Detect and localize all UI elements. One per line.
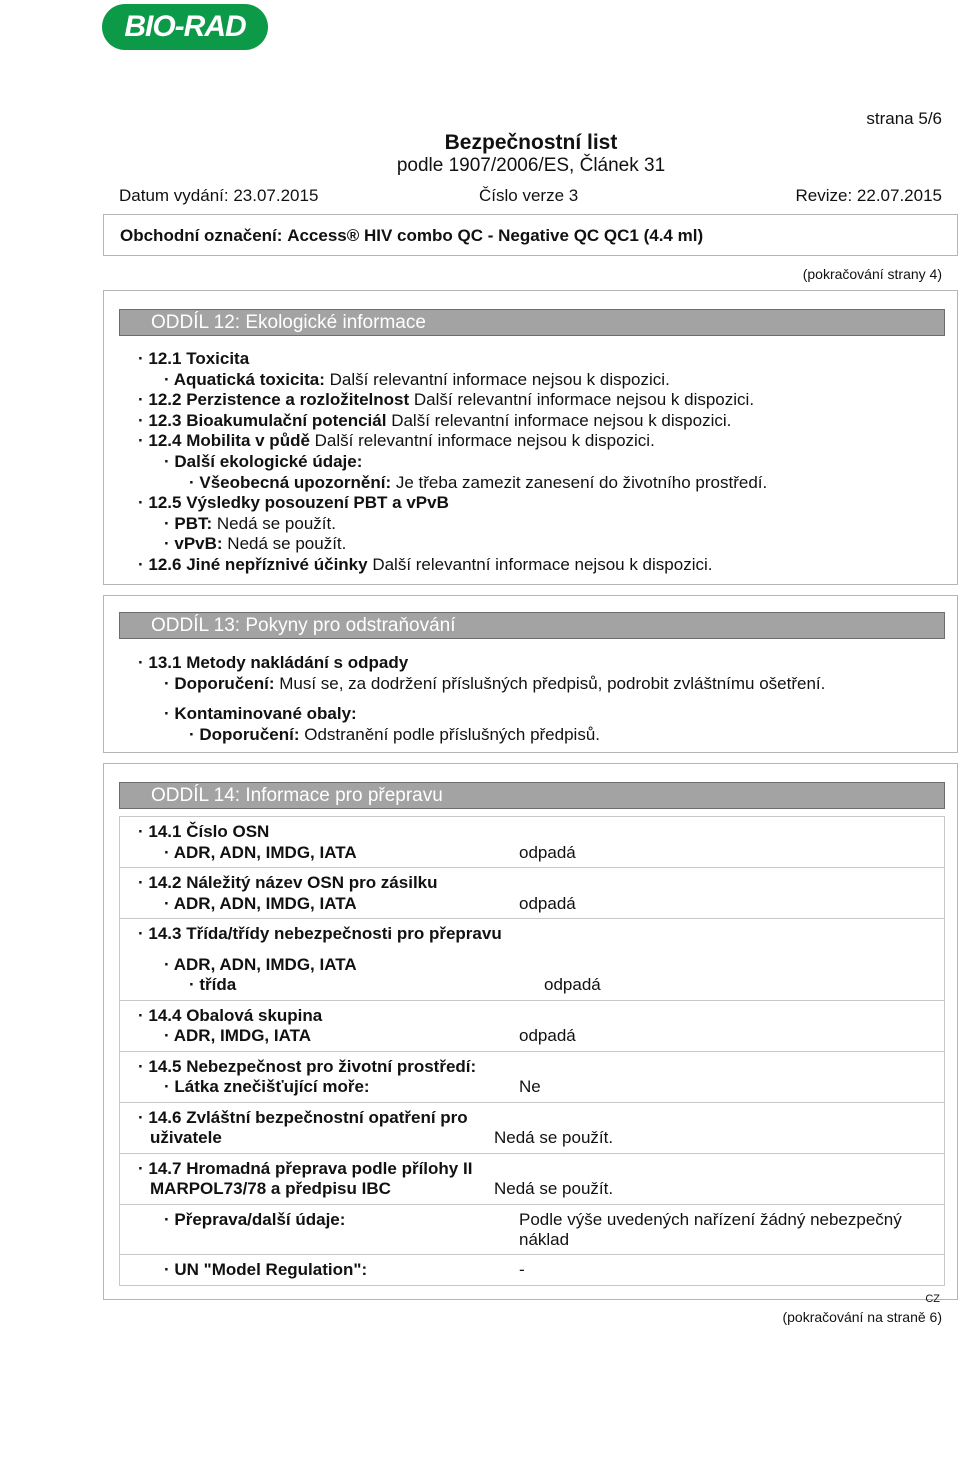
un-model-regulation-value: - bbox=[519, 1260, 525, 1279]
logo-text: BIO-RAD bbox=[124, 10, 246, 43]
shipping-name-value: odpadá bbox=[519, 894, 576, 913]
shipping-name-label: · ADR, ADN, IMDG, IATA bbox=[164, 894, 357, 913]
bulk-transport-heading-2: MARPOL73/78 a předpisu IBC bbox=[150, 1179, 391, 1198]
aquatic-toxicity: · Aquatická toxicita: Další relevantní informace nejsou k dispozici. bbox=[164, 370, 670, 389]
section-13 bbox=[103, 595, 958, 753]
packaging-recommendation: · Doporučení: Odstranění podle příslušných předpisů. bbox=[189, 725, 601, 744]
waste-methods-heading: · 13.1 Metody nakládání s odpady bbox=[138, 653, 409, 672]
pbt-value: · PBT: Nedá se použít. bbox=[164, 514, 336, 533]
soil-mobility: · 12.4 Mobilita v půdě Další relevantní informace nejsou k dispozici. bbox=[138, 431, 655, 450]
marine-pollutant-label: · Látka znečišťující moře: bbox=[164, 1077, 370, 1096]
document-subtitle: podle 1907/2006/ES, Článek 31 bbox=[396, 155, 666, 176]
transport-info-value-2: náklad bbox=[519, 1230, 570, 1249]
document-title: Bezpečnostní list bbox=[444, 131, 618, 154]
table-line bbox=[119, 1102, 945, 1103]
special-precautions-value: Nedá se použít. bbox=[494, 1128, 614, 1147]
table-line bbox=[119, 918, 945, 919]
version-number: Číslo verze 3 bbox=[479, 186, 579, 205]
pbt-heading: · 12.5 Výsledky posouzení PBT a vPvB bbox=[138, 493, 449, 512]
bulk-transport-value: Nedá se použít. bbox=[494, 1179, 614, 1198]
hazard-class-label: · ADR, ADN, IMDG, IATA bbox=[164, 955, 357, 974]
continued-to: (pokračování na straně 6) bbox=[782, 1309, 942, 1325]
bio-rad-logo bbox=[102, 4, 268, 50]
un-number-heading: · 14.1 Číslo OSN bbox=[138, 822, 270, 841]
bioaccumulation: · 12.3 Bioakumulační potenciál Další relevantní informace nejsou k dispozici. bbox=[138, 411, 732, 430]
section-14-heading: ODDÍL 14: Informace pro přepravu bbox=[119, 782, 945, 809]
section-13-heading: ODDÍL 13: Pokyny pro odstraňování bbox=[119, 612, 945, 639]
bulk-transport-heading: · 14.7 Hromadná přeprava podle přílohy II bbox=[138, 1159, 473, 1178]
transport-info-value: Podle výše uvedených nařízení žádný nebezpečný bbox=[519, 1210, 902, 1229]
contaminated-packaging-heading: · Kontaminované obaly: bbox=[164, 704, 357, 723]
revision-date: Revize: 22.07.2015 bbox=[795, 186, 942, 205]
section-14 bbox=[103, 763, 958, 1300]
hazard-class-value: odpadá bbox=[544, 975, 601, 994]
continued-from: (pokračování strany 4) bbox=[802, 266, 942, 282]
table-line bbox=[119, 867, 945, 868]
table-line bbox=[119, 1000, 945, 1001]
table-line bbox=[119, 816, 945, 817]
trade-name: Obchodní označení: Access® HIV combo QC - Negative QC QC1 (4.4 ml) bbox=[120, 226, 704, 245]
table-line bbox=[119, 1285, 945, 1286]
section-12-heading: ODDÍL 12: Ekologické informace bbox=[119, 309, 945, 336]
un-model-regulation-label: · UN "Model Regulation": bbox=[164, 1260, 368, 1279]
toxicity-heading: · 12.1 Toxicita bbox=[138, 349, 250, 368]
adverse-effects: · 12.6 Jiné nepříznivé účinky Další relevantní informace nejsou k dispozici. bbox=[138, 555, 713, 574]
table-line bbox=[119, 1051, 945, 1052]
shipping-name-heading: · 14.2 Náležitý název OSN pro zásilku bbox=[138, 873, 438, 892]
hazard-class-sub: · třída bbox=[189, 975, 237, 994]
persistence: · 12.2 Perzistence a rozložitelnost Další relevantní informace nejsou k dispozici. bbox=[138, 390, 755, 409]
vpvb-value: · vPvB: Nedá se použít. bbox=[164, 534, 347, 553]
hazard-class-heading: · 14.3 Třída/třídy nebezpečnosti pro přepravu bbox=[138, 924, 502, 943]
un-number-value: odpadá bbox=[519, 843, 576, 862]
table-line bbox=[119, 1153, 945, 1154]
page-number: strana 5/6 bbox=[866, 109, 942, 128]
trade-name-box bbox=[103, 214, 958, 256]
language-code: CZ bbox=[925, 1293, 940, 1305]
environmental-hazard-heading: · 14.5 Nebezpečnost pro životní prostředí: bbox=[138, 1057, 477, 1076]
packing-group-label: · ADR, IMDG, IATA bbox=[164, 1026, 311, 1045]
un-number-label: · ADR, ADN, IMDG, IATA bbox=[164, 843, 357, 862]
packing-group-heading: · 14.4 Obalová skupina bbox=[138, 1006, 323, 1025]
other-eco-heading: · Další ekologické údaje: bbox=[164, 452, 363, 471]
issue-date: Datum vydání: 23.07.2015 bbox=[119, 186, 319, 205]
transport-info-label: · Přeprava/další údaje: bbox=[164, 1210, 346, 1229]
table-line bbox=[119, 1204, 945, 1205]
section-12 bbox=[103, 290, 958, 585]
special-precautions-heading: · 14.6 Zvláštní bezpečnostní opatření pro bbox=[138, 1108, 468, 1127]
waste-recommendation: · Doporučení: Musí se, za dodržení příslušných předpisů, podrobit zvláštnímu ošetření. bbox=[164, 674, 826, 693]
special-precautions-heading-2: uživatele bbox=[150, 1128, 222, 1147]
table-line bbox=[119, 1254, 945, 1255]
general-notes: · Všeobecná upozornění: Je třeba zamezit zanesení do životního prostředí. bbox=[189, 473, 768, 492]
marine-pollutant-value: Ne bbox=[519, 1077, 541, 1096]
packing-group-value: odpadá bbox=[519, 1026, 576, 1045]
